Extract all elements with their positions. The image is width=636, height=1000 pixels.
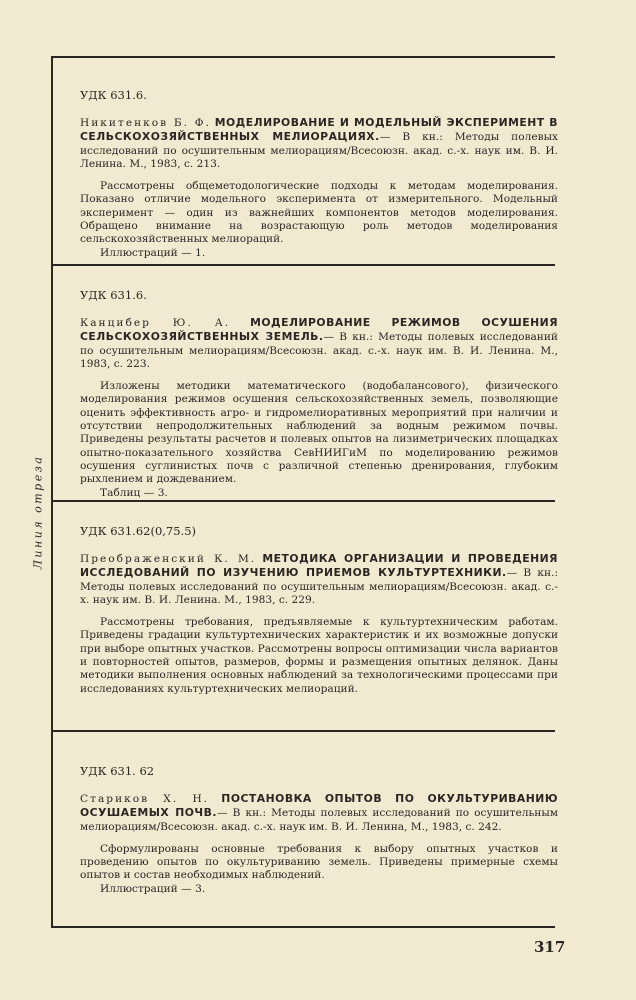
source-info: — В кн.: Методы полевых исследований по осушительным мелиорациям/Всесоюзн. акад. с.-х. наук им. В. И. Ленина. М., 1983, с. 229.: [80, 567, 559, 606]
tables-count: Таблиц — 3.: [100, 486, 168, 499]
article-title: МОДЕЛИРОВАНИЕ И МОДЕЛЬНЫЙ ЭКСПЕРИМЕНТ В СЕЛЬСКОХОЗЯЙСТВЕННЫХ МЕЛИОРАЦИЯХ.: [80, 116, 558, 144]
catalog-card-1: [80, 88, 558, 260]
source-info: — В кн.: Методы полевых исследований по осушительным мелиорациям/Всесоюзн. акад. с.-х. наук им. В. И. Ленина. М., 1983, с. 213.: [80, 131, 558, 170]
udc-code: УДК 631.6.: [80, 88, 147, 102]
udc-code: УДК 631. 62: [80, 764, 155, 778]
abstract: Изложены методики математического (водобалансового), физического моделирования режимов осушения сельскохозяйственных земель, позволяющие оценить эффективность агро- и гидромелиоративных мероприятий при наличии и отсутствии непродолжительных наблюдений за водным режимом почвы. Приведены результаты расчетов и полевых опытов на лизиметрических площадках опытно-показательного хозяйства СевНИИГиМ по моделированию режимов осушения суглинистых почв с различной степенью дренирования, глубоким рыхлением и дождеванием.: [80, 380, 558, 486]
catalog-card-4: [80, 764, 558, 896]
page-number: 317: [534, 938, 566, 956]
article-title: МОДЕЛИРОВАНИЕ РЕЖИМОВ ОСУШЕНИЯ СЕЛЬСКОХОЗЯЙСТВЕННЫХ ЗЕМЕЛЬ.: [80, 316, 559, 344]
source-info: — В кн.: Методы полевых исследований по осушительным мелиорациям/Всесоюзн. акад. с.-х. наук им. В. И. Ленина, М., 1983, с. 242.: [80, 807, 558, 833]
card-divider: [51, 264, 555, 266]
article-title: МЕТОДИКА ОРГАНИЗАЦИИ И ПРОВЕДЕНИЯ ИССЛЕДОВАНИЙ ПО ИЗУЧЕНИЮ ПРИЕМОВ КУЛЬТУРТЕХНИКИ.: [80, 552, 558, 580]
bibliographic-reference: [80, 552, 558, 607]
author: Стариков Х. Н.: [80, 793, 210, 805]
abstract: Рассмотрены требования, предъявляемые к культуртехническим работам. Приведены градации культуртехнических характеристик и их возможные допуски при выборе опытных участков. Рассмотрены вопросы оптимизации числа вариантов и повторностей опытов, размеров, формы и размещения опытных делянок. Даны методики выполнения основных наблюдений за технологическими процессами при исследованиях культуртехнических мелиораций.: [80, 616, 558, 695]
card-divider: [51, 926, 555, 928]
bibliographic-reference: [80, 116, 558, 171]
udc-code: УДК 631.6.: [80, 288, 147, 302]
article-title: ПОСТАНОВКА ОПЫТОВ ПО ОКУЛЬТУРИВАНИЮ ОСУШАЕМЫХ ПОЧВ.: [80, 792, 558, 820]
card-divider: [51, 500, 555, 502]
illustrations-count: Иллюстраций — 1.: [100, 246, 206, 259]
abstract: Рассмотрены общеметодологические подходы к методам моделирования. Показано отличие модельного эксперимента от измерительного. Модельный эксперимент — один из важнейших компонентов методов моделирования. Обращено внимание на возрастающую роль методов моделирования сельскохозяйственных мелиораций.: [80, 180, 558, 246]
bibliographic-reference: [80, 792, 558, 834]
card-divider: [51, 56, 555, 58]
catalog-card-3: [80, 524, 558, 696]
author: Никитенков Б. Ф.: [80, 117, 211, 129]
udc-code: УДК 631.62(0,75.5): [80, 524, 197, 538]
cut-line-label: Линия отреза: [31, 454, 45, 570]
author: Преображенский К. М.: [80, 553, 257, 565]
source-info: — В кн.: Методы полевых исследований по осушительным мелиорациям/Всесоюзн. акад. с.-х. наук им. В. И. Ленина. М., 1983, с. 223.: [80, 331, 558, 370]
author: Канцибер Ю. А.: [80, 317, 231, 329]
card-divider: [51, 730, 555, 732]
bibliographic-reference: [80, 316, 558, 371]
cut-line-vertical: [51, 57, 53, 927]
abstract: Сформулированы основные требования к выбору опытных участков и проведению опытов по окультуриванию земель. Приведены примерные схемы опытов и состав необходимых наблюдений.: [80, 842, 558, 882]
illustrations-count: Иллюстраций — 3.: [100, 882, 206, 895]
catalog-card-2: [80, 288, 558, 500]
